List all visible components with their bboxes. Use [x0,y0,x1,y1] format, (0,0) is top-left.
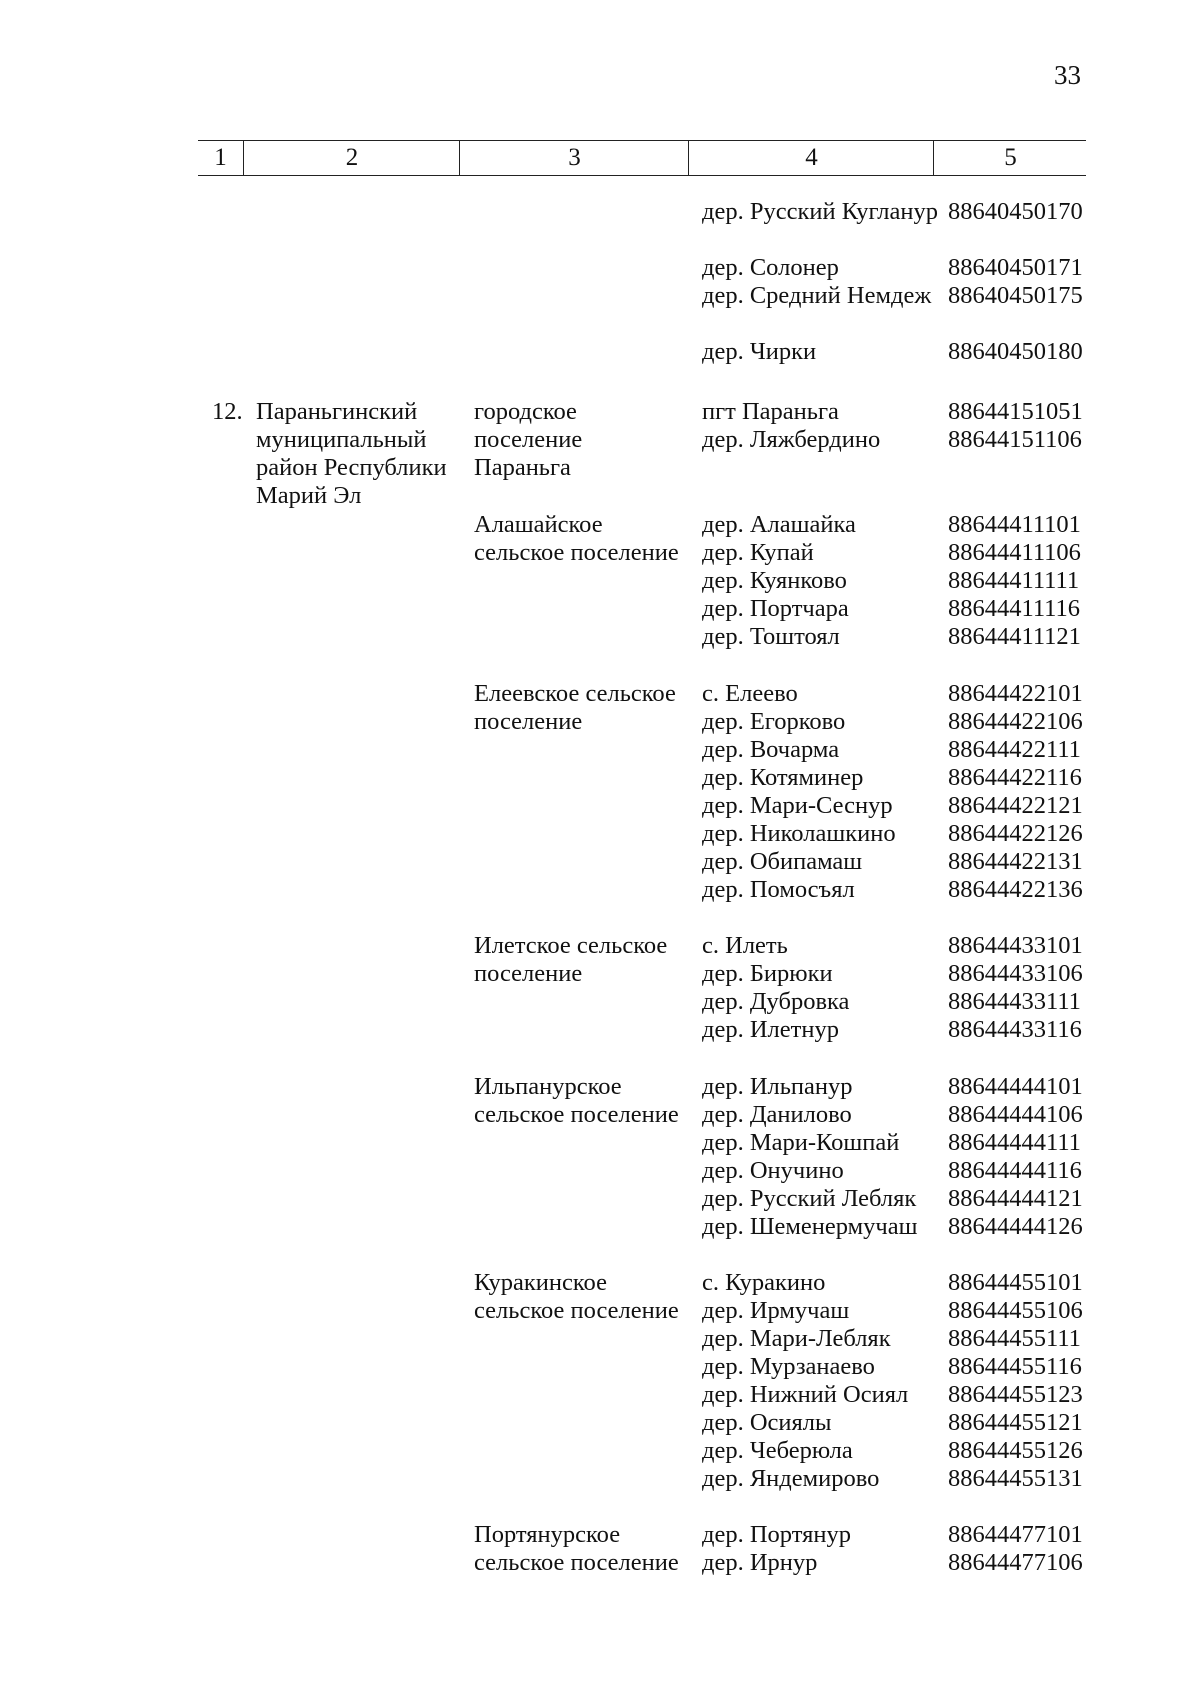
settlement-name: дер. Котяминер [702,764,864,791]
settlement-code: 88644433111 [948,988,1081,1015]
settlement-code: 88644422131 [948,848,1083,875]
settlement-name: дер. Вочарма [702,736,840,763]
settlement-name: дер. Помосъял [702,876,855,903]
settlement-code: 88644422111 [948,736,1081,763]
settlement-code: 88644411106 [948,539,1081,566]
settlement-code: 88644433101 [948,932,1083,959]
settlement-code: 88644444101 [948,1073,1083,1100]
settlement-name: дер. Чеберюла [702,1437,853,1464]
settlement-name: дер. Бирюки [702,960,833,987]
municipality-name: Илетское сельское поселение [474,932,668,987]
settlement-name: дер. Портянур [702,1521,851,1548]
header-col-5: 5 [933,141,1087,175]
settlement-name: с. Куракино [702,1269,826,1296]
settlement-name: дер. Тоштоял [702,623,840,650]
header-col-2: 2 [243,141,460,175]
settlement-name: дер. Мари-Кошпай [702,1129,900,1156]
settlement-name: дер. Мари-Лебляк [702,1325,891,1352]
district-number: 12. [212,398,243,425]
settlement-code: 88640450175 [948,282,1083,309]
municipality-name: Алашайское сельское поселение [474,511,679,566]
settlement-name: с. Елеево [702,680,798,707]
settlement-code: 88644477106 [948,1549,1083,1576]
settlement-code: 88644455123 [948,1381,1083,1408]
settlement-name: дер. Яндемирово [702,1465,880,1492]
municipality-name: Ильпанурское сельское поселение [474,1073,679,1128]
settlement-name: дер. Нижний Осиял [702,1381,909,1408]
settlement-name: дер. Средний Немдеж [702,282,932,309]
settlement-name: с. Илеть [702,932,788,959]
settlement-code: 88644433106 [948,960,1083,987]
settlement-name: дер. Ляжбердино [702,426,881,453]
settlement-code: 88644477101 [948,1521,1083,1548]
municipality-name: Елеевское сельское поселение [474,680,676,735]
settlement-code: 88644455111 [948,1325,1081,1352]
settlement-code: 88644151106 [948,426,1082,453]
settlement-name: дер. Егорково [702,708,846,735]
settlement-name: дер. Илетнур [702,1016,839,1043]
settlement-code: 88644455121 [948,1409,1083,1436]
header-col-1: 1 [214,144,227,171]
municipality-name: Портянурское сельское поселение [474,1521,679,1576]
settlement-name: дер. Мари-Сеснур [702,792,893,819]
settlement-code: 88644455101 [948,1269,1083,1296]
settlement-code: 88644411116 [948,595,1081,622]
settlement-code: 88644455131 [948,1465,1083,1492]
settlement-name: дер. Русский Кугланур [702,198,938,225]
settlement-code: 88640450171 [948,254,1083,281]
municipality-name: городское поселение Параньга [474,398,583,481]
header-col-3: 3 [459,141,689,175]
page-number: 33 [1054,60,1081,90]
settlement-code: 88640450170 [948,198,1083,225]
settlement-name: дер. Осиялы [702,1409,832,1436]
settlement-code: 88644422136 [948,876,1083,903]
settlement-name: дер. Шеменермучаш [702,1213,918,1240]
settlement-code: 88644433116 [948,1016,1082,1043]
municipality-name: Куракинское сельское поселение [474,1269,679,1324]
settlement-name: дер. Онучино [702,1157,844,1184]
settlement-name: пгт Параньга [702,398,839,425]
settlement-name: дер. Чирки [702,338,817,365]
settlement-name: дер. Николашкино [702,820,896,847]
settlement-name: дер. Купай [702,539,814,566]
settlement-name: дер. Куянково [702,567,847,594]
settlement-code: 88644422126 [948,820,1083,847]
settlement-code: 88644444126 [948,1213,1083,1240]
settlement-code: 88644444116 [948,1157,1082,1184]
settlement-name: дер. Русский Лебляк [702,1185,917,1212]
settlement-code: 88644411111 [948,567,1080,594]
settlement-code: 88644422116 [948,764,1082,791]
settlement-code: 88644422121 [948,792,1083,819]
settlement-name: дер. Солонер [702,254,839,281]
settlement-code: 88644422101 [948,680,1083,707]
settlement-code: 88644444106 [948,1101,1083,1128]
settlement-code: 88644444121 [948,1185,1083,1212]
settlement-code: 88644422106 [948,708,1083,735]
settlement-code: 88640450180 [948,338,1083,365]
settlement-name: дер. Портчара [702,595,849,622]
settlement-code: 88644444111 [948,1129,1081,1156]
settlement-code: 88644455116 [948,1353,1082,1380]
settlement-name: дер. Ирмучаш [702,1297,850,1324]
settlement-code: 88644455106 [948,1297,1083,1324]
settlement-code: 88644411121 [948,623,1081,650]
settlement-name: дер. Дубровка [702,988,850,1015]
settlement-name: дер. Данилово [702,1101,852,1128]
district-name: Параньгинский муниципальный район Республики Марий Эл [256,398,447,509]
settlement-code: 88644411101 [948,511,1081,538]
settlement-name: дер. Мурзанаево [702,1353,875,1380]
header-col-4: 4 [688,141,934,175]
settlement-name: дер. Ильпанур [702,1073,853,1100]
settlement-code: 88644455126 [948,1437,1083,1464]
settlement-code: 88644151051 [948,398,1083,425]
settlement-name: дер. Ирнур [702,1549,818,1576]
settlement-name: дер. Алашайка [702,511,856,538]
settlement-name: дер. Обипамаш [702,848,863,875]
